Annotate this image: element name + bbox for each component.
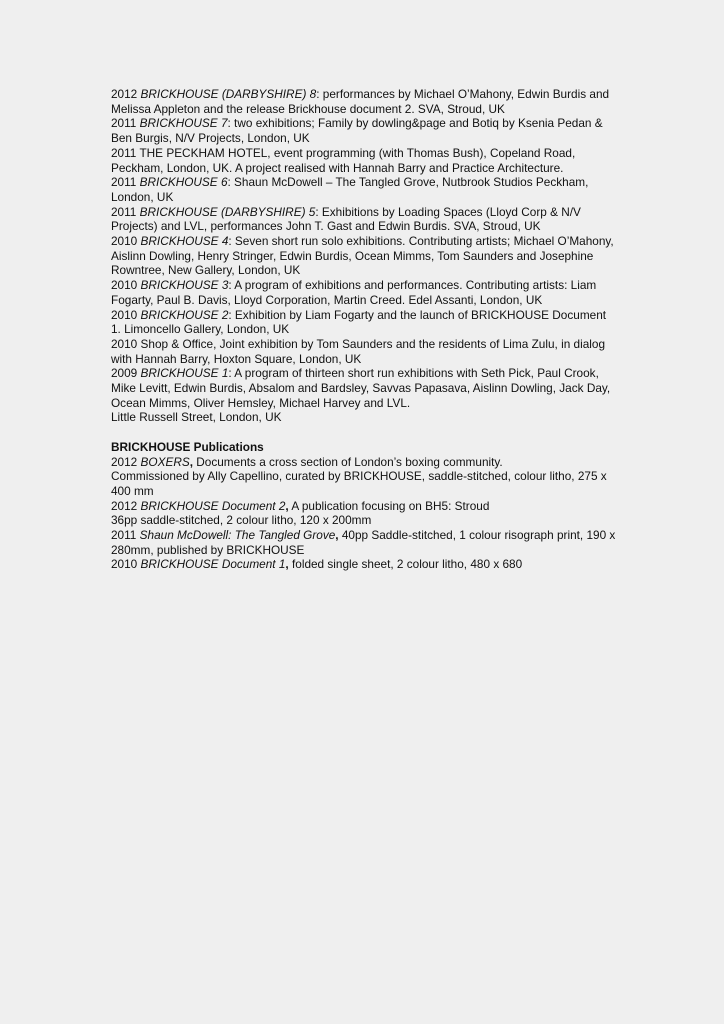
title-separator: , xyxy=(335,528,339,543)
publication-detail: 36pp saddle-stitched, 2 colour litho, 120 x 200mm xyxy=(111,513,372,528)
entry-year: 2009 xyxy=(111,366,138,381)
entry-text: folded single sheet, 2 colour litho, 480 x 680 xyxy=(288,557,523,572)
entry-title: Shaun McDowell: The Tangled Grove xyxy=(139,528,336,543)
publications-heading: BRICKHOUSE Publications xyxy=(111,439,264,454)
entry-year: 2011 xyxy=(111,528,137,543)
entry-text: : A program of exhibitions and performances. Contributing artists: Liam Fogarty, Paul B. Davis, Lloyd Corporation, Martin Creed. Edel Assanti, London, UK xyxy=(111,278,597,307)
entry-title: BRICKHOUSE 1 xyxy=(140,366,229,381)
entry-year: 2010 xyxy=(111,557,138,572)
entry-text: : A program of thirteen short run exhibitions with Seth Pick, Paul Crook, Mike Levitt, Edwin Burdis, Absalom and Bardsley, Savvas Papasava, Aislinn Dowling, Jack Day, Ocean Mimms, Oliver Hemsley, Michael Harvey and LVL. xyxy=(111,366,611,410)
section-spacer xyxy=(111,425,616,440)
publication-entry xyxy=(111,499,616,514)
cv-text-block xyxy=(111,87,616,572)
entry-text: Documents a cross section of London’s boxing community. xyxy=(192,454,503,469)
exhibition-entry xyxy=(111,234,616,278)
entry-year: 2011 xyxy=(111,204,137,219)
title-separator: , xyxy=(189,454,193,469)
entry-text: : Exhibitions by Loading Spaces (Lloyd Corp & N/V Projects) and LVL, performances John T. Gast and Edwin Burdis. SVA, Stroud, UK xyxy=(111,204,581,234)
exhibition-entry xyxy=(111,308,616,337)
title-separator: , xyxy=(285,498,289,513)
publication-entry xyxy=(111,455,616,470)
entry-title: BRICKHOUSE (DARBYSHIRE) 5 xyxy=(139,204,316,219)
exhibition-entry xyxy=(111,366,616,410)
entry-year: 2012 xyxy=(111,87,138,101)
exhibition-entry xyxy=(111,337,616,366)
entry-title: BRICKHOUSE 2 xyxy=(140,307,229,322)
exhibition-entry xyxy=(111,278,616,307)
address-line: Little Russell Street, London, UK xyxy=(111,410,282,425)
entry-text: A publication focusing on BH5: Stroud xyxy=(288,498,490,513)
entry-title: BRICKHOUSE 3 xyxy=(140,278,229,293)
exhibition-entry xyxy=(111,205,616,234)
title-separator: , xyxy=(285,557,289,572)
entry-title: BRICKHOUSE 6 xyxy=(139,175,228,190)
entry-year: 2010 xyxy=(111,336,138,351)
entry-title: BRICKHOUSE 4 xyxy=(140,234,229,249)
entry-year: 2010 xyxy=(111,307,138,322)
entry-text: THE PECKHAM HOTEL, event programming (with Thomas Bush), Copeland Road, Peckham, London, UK. A project realised with Hannah Barry and Practice Architecture. xyxy=(111,145,576,175)
publication-entry xyxy=(111,528,616,557)
entry-text: : Seven short run solo exhibitions. Contributing artists; Michael O’Mahony, Aislinn Dowling, Henry Stringer, Edwin Burdis, Ocean Mimms, Tom Saunders and Josephine Rowntree, New Gallery, London, UK xyxy=(111,234,614,278)
entry-year: 2011 xyxy=(111,145,137,160)
entry-title: BRICKHOUSE (DARBYSHIRE) 8 xyxy=(140,87,317,101)
exhibition-entry xyxy=(111,146,616,175)
entry-text: : Exhibition by Liam Fogarty and the launch of BRICKHOUSE Document 1. Limoncello Gallery, London, UK xyxy=(111,307,607,337)
entry-title: BRICKHOUSE Document 2 xyxy=(140,498,286,513)
entry-title: BRICKHOUSE 7 xyxy=(139,116,228,131)
exhibition-entry xyxy=(111,175,616,204)
entry-text: : two exhibitions; Family by dowling&page and Botiq by Ksenia Pedan & Ben Burgis, N/V Projects, London, UK xyxy=(111,116,603,146)
entry-text: 40pp Saddle-stitched, 1 colour risograph print, 190 x 280mm, published by BRICKHOUSE xyxy=(111,528,616,557)
entry-year: 2012 xyxy=(111,454,138,469)
entry-year: 2011 xyxy=(111,116,137,131)
entry-text: : Shaun McDowell – The Tangled Grove, Nutbrook Studios Peckham, London, UK xyxy=(111,175,589,204)
publication-entry xyxy=(111,557,616,572)
entry-year: 2011 xyxy=(111,175,137,190)
entry-year: 2010 xyxy=(111,234,138,249)
publication-detail: Commissioned by Ally Capellino, curated by BRICKHOUSE, saddle-stitched, colour litho, 275 x 400 mm xyxy=(111,469,607,498)
entry-title: BOXERS xyxy=(140,454,190,469)
entry-text: Shop & Office, Joint exhibition by Tom Saunders and the residents of Lima Zulu, in dialog with Hannah Barry, Hoxton Square, London, UK xyxy=(111,336,606,366)
entry-year: 2010 xyxy=(111,278,138,293)
entry-text: : performances by Michael O’Mahony, Edwin Burdis and Melissa Appleton and the release Brickhouse document 2. SVA, Stroud, UK xyxy=(111,87,610,116)
entry-year: 2012 xyxy=(111,498,138,513)
exhibition-entry xyxy=(111,87,616,116)
entry-title: BRICKHOUSE Document 1 xyxy=(140,557,286,572)
exhibition-entry xyxy=(111,116,616,145)
